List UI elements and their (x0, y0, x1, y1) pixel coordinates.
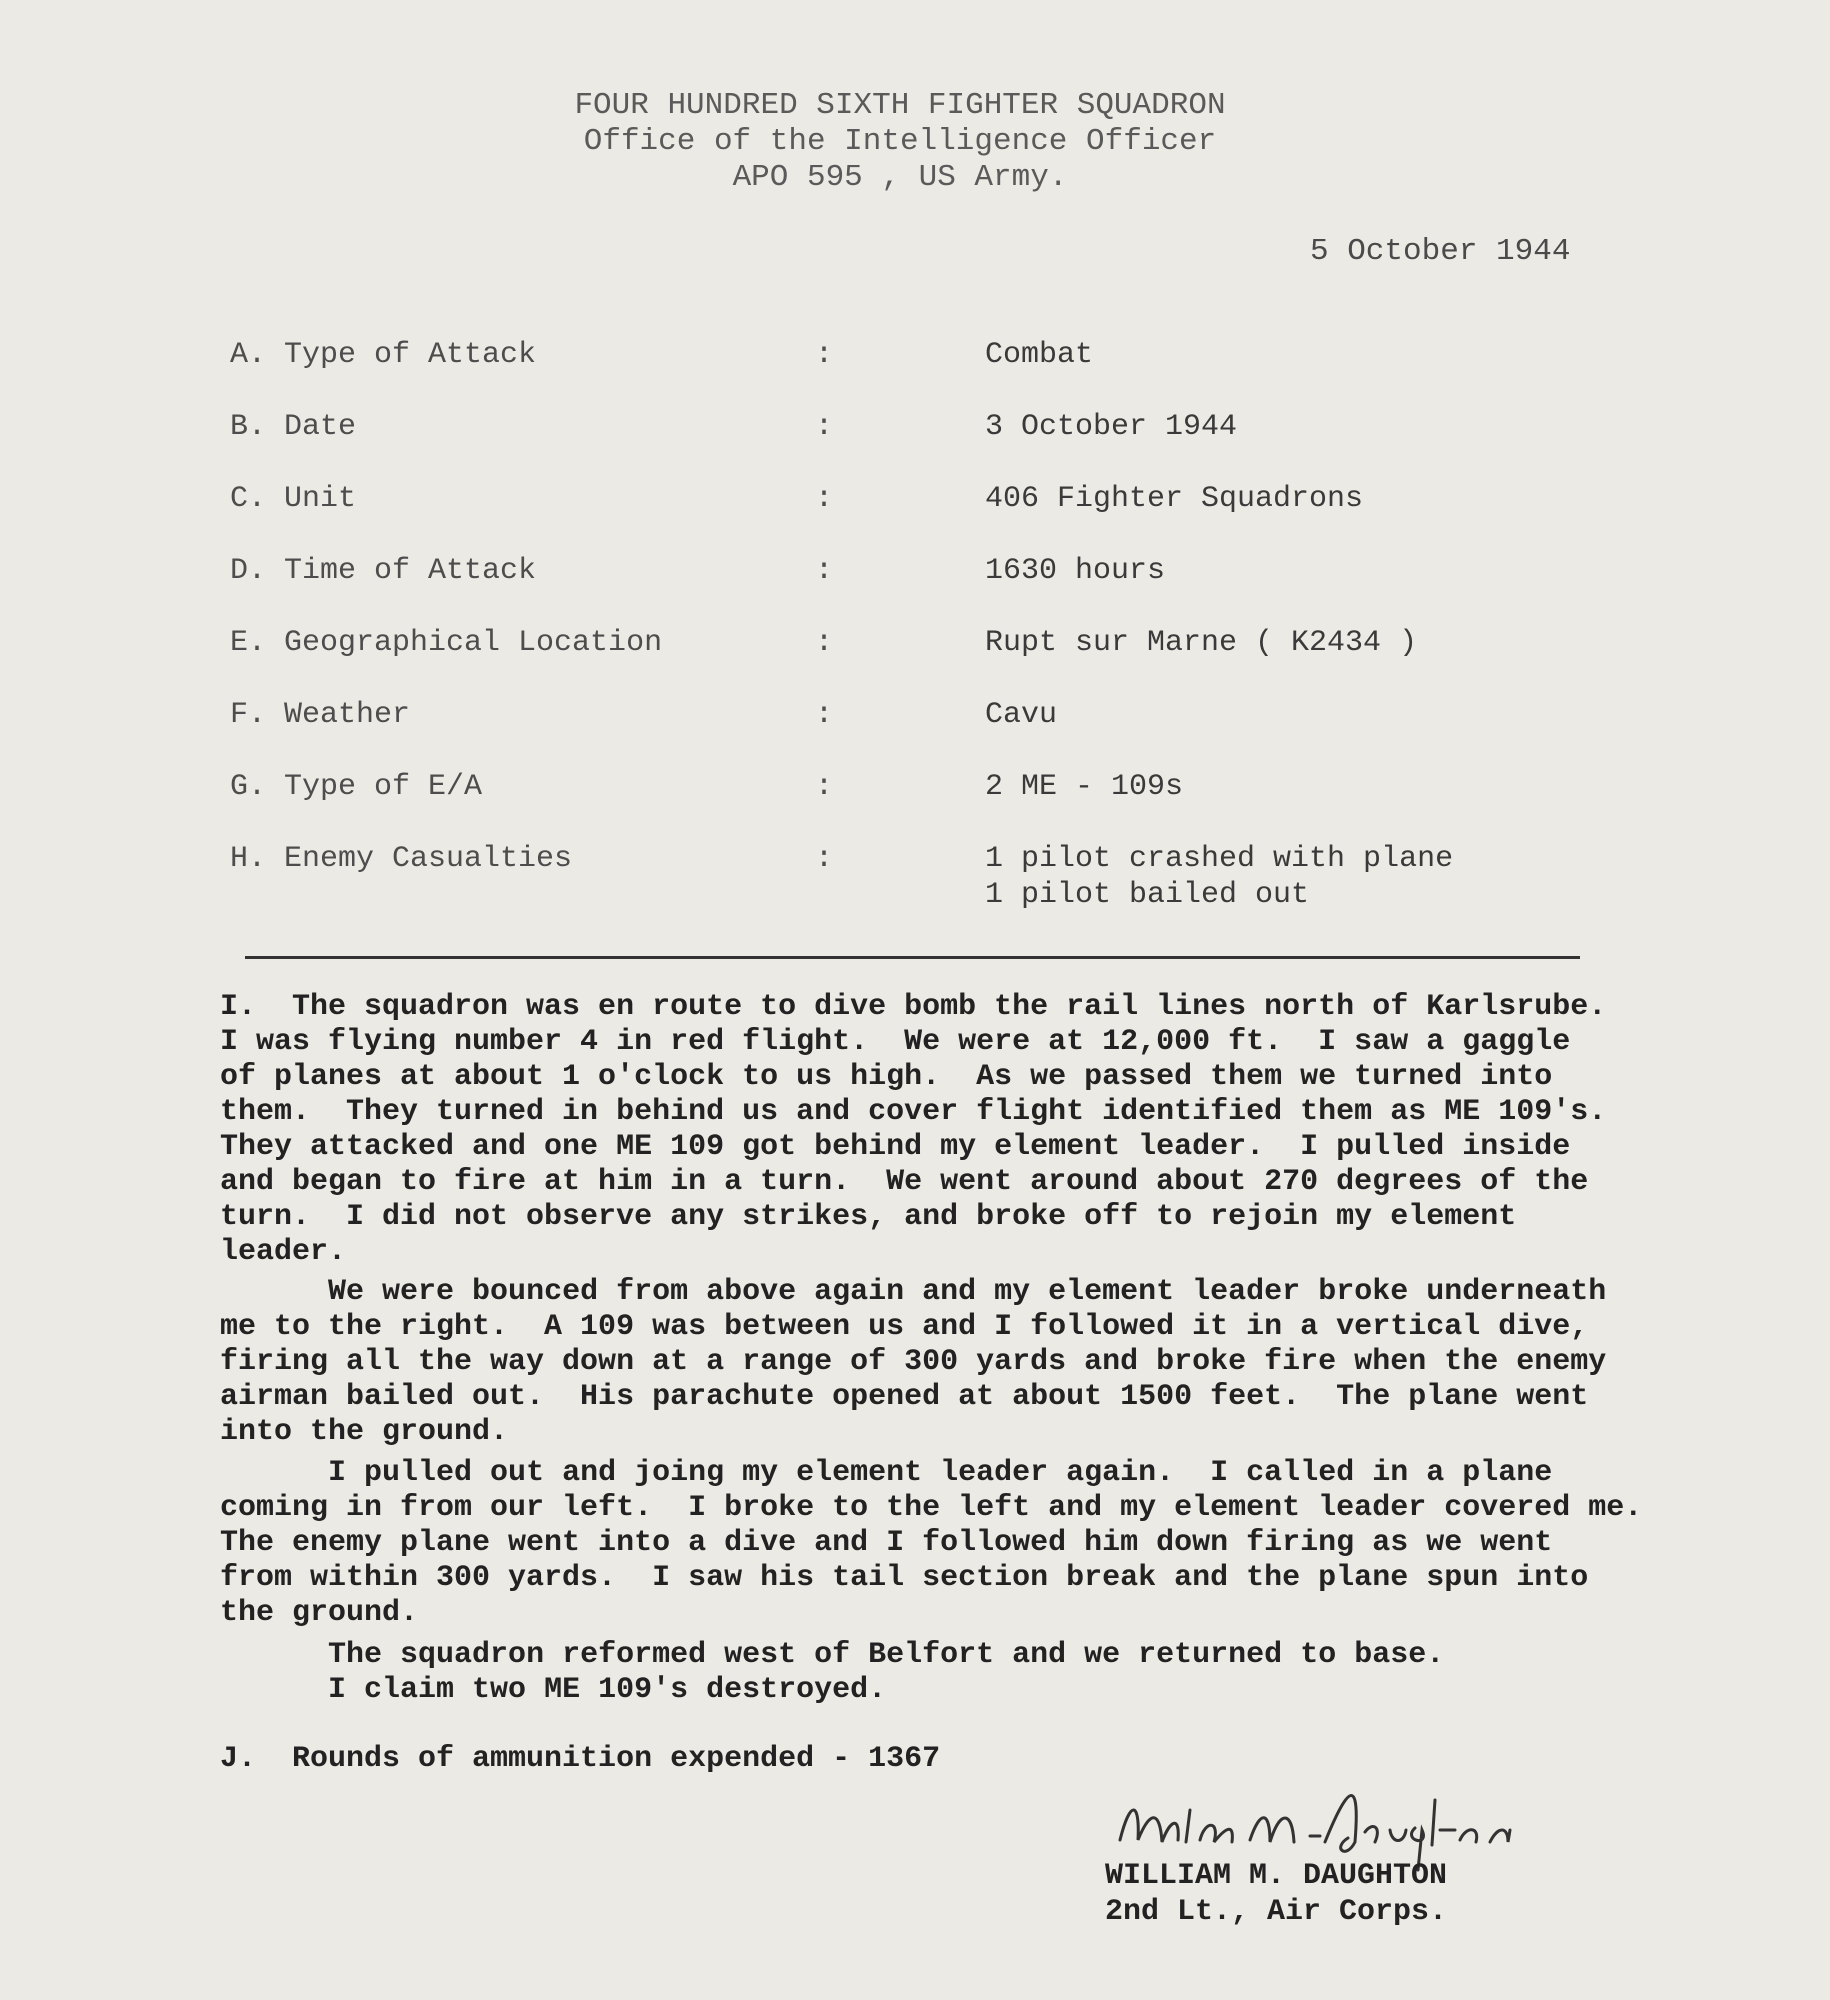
field-label: G. Type of E/A (230, 770, 483, 804)
field-label: B. Date (230, 410, 357, 444)
field-label: A. Type of Attack (230, 338, 537, 372)
field-label: H. Enemy Casualties (230, 842, 573, 876)
signer-rank: 2nd Lt., Air Corps. (1105, 1895, 1448, 1929)
field-row (230, 698, 1530, 738)
field-row (230, 626, 1530, 666)
field-colon: : (815, 842, 834, 876)
field-row (230, 554, 1530, 594)
field-colon: : (815, 554, 834, 588)
narrative-paragraph-1: I. The squadron was en route to dive bomb the rail lines north of Karlsrube. I was flying number 4 in red flight. We were at 12,000 ft. I saw a gaggle of planes at about 1 o'clock to us high. As we passed them we turned into them. They turned in behind us and cover flight identified them as ME 109's. They attacked and one ME 109 got behind my element leader. I pulled inside and began to fire at him in a turn. We went around about 270 degrees of the turn. I did not observe any strikes, and broke off to rejoin my element leader. (220, 990, 1607, 1269)
header-squadron: FOUR HUNDRED SIXTH FIGHTER SQUADRON (574, 88, 1226, 123)
field-value: 1630 hours (985, 554, 1166, 588)
field-value: 3 October 1944 (985, 410, 1238, 444)
field-colon: : (815, 410, 834, 444)
field-label: E. Geographical Location (230, 626, 663, 660)
field-colon: : (815, 338, 834, 372)
signer-name: WILLIAM M. DAUGHTON (1105, 1859, 1448, 1893)
field-value: 1 pilot crashed with plane (985, 842, 1454, 876)
field-row (230, 482, 1530, 522)
field-row (230, 410, 1530, 450)
ammunition-line: J. Rounds of ammunition expended - 1367 (220, 1742, 941, 1776)
header-apo: APO 595 , US Army. (732, 160, 1068, 195)
narrative-paragraph-3: I pulled out and joing my element leader again. I called in a plane coming in from our left. I broke to the left and my element leader covered me. The enemy plane went into a dive and I followed him down firing as we went from within 300 yards. I saw his tail section break and the plane spun into the ground. (220, 1456, 1643, 1630)
field-value: Cavu (985, 698, 1058, 732)
field-value: Rupt sur Marne ( K2434 ) (985, 626, 1418, 660)
field-label: D. Time of Attack (230, 554, 537, 588)
field-row (230, 842, 1530, 922)
signature-block (1105, 1858, 1447, 1930)
field-value-line2: 1 pilot bailed out (985, 878, 1310, 912)
field-value: Combat (985, 338, 1094, 372)
field-colon: : (815, 770, 834, 804)
field-label: C. Unit (230, 482, 357, 516)
narrative-paragraph-2: We were bounced from above again and my element leader broke underneath me to the right. A 109 was between us and I followed it in a vertical dive, firing all the way down at a range of 300 yards and broke fire when the enemy airman bailed out. His parachute opened at about 1500 feet. The plane went into the ground. (220, 1275, 1607, 1449)
narrative-paragraph-4: The squadron reformed west of Belfort and we returned to base. I claim two ME 109's destroyed. (328, 1638, 1445, 1707)
field-colon: : (815, 482, 834, 516)
field-colon: : (815, 626, 834, 660)
field-label: F. Weather (230, 698, 411, 732)
field-value: 406 Fighter Squadrons (985, 482, 1364, 516)
field-row (230, 770, 1530, 810)
field-colon: : (815, 698, 834, 732)
separator-rule (245, 956, 1580, 959)
field-value: 2 ME - 109s (985, 770, 1184, 804)
header-office: Office of the Intelligence Officer (583, 124, 1217, 159)
field-row (230, 338, 1530, 378)
report-date: 5 October 1944 (1310, 234, 1571, 269)
